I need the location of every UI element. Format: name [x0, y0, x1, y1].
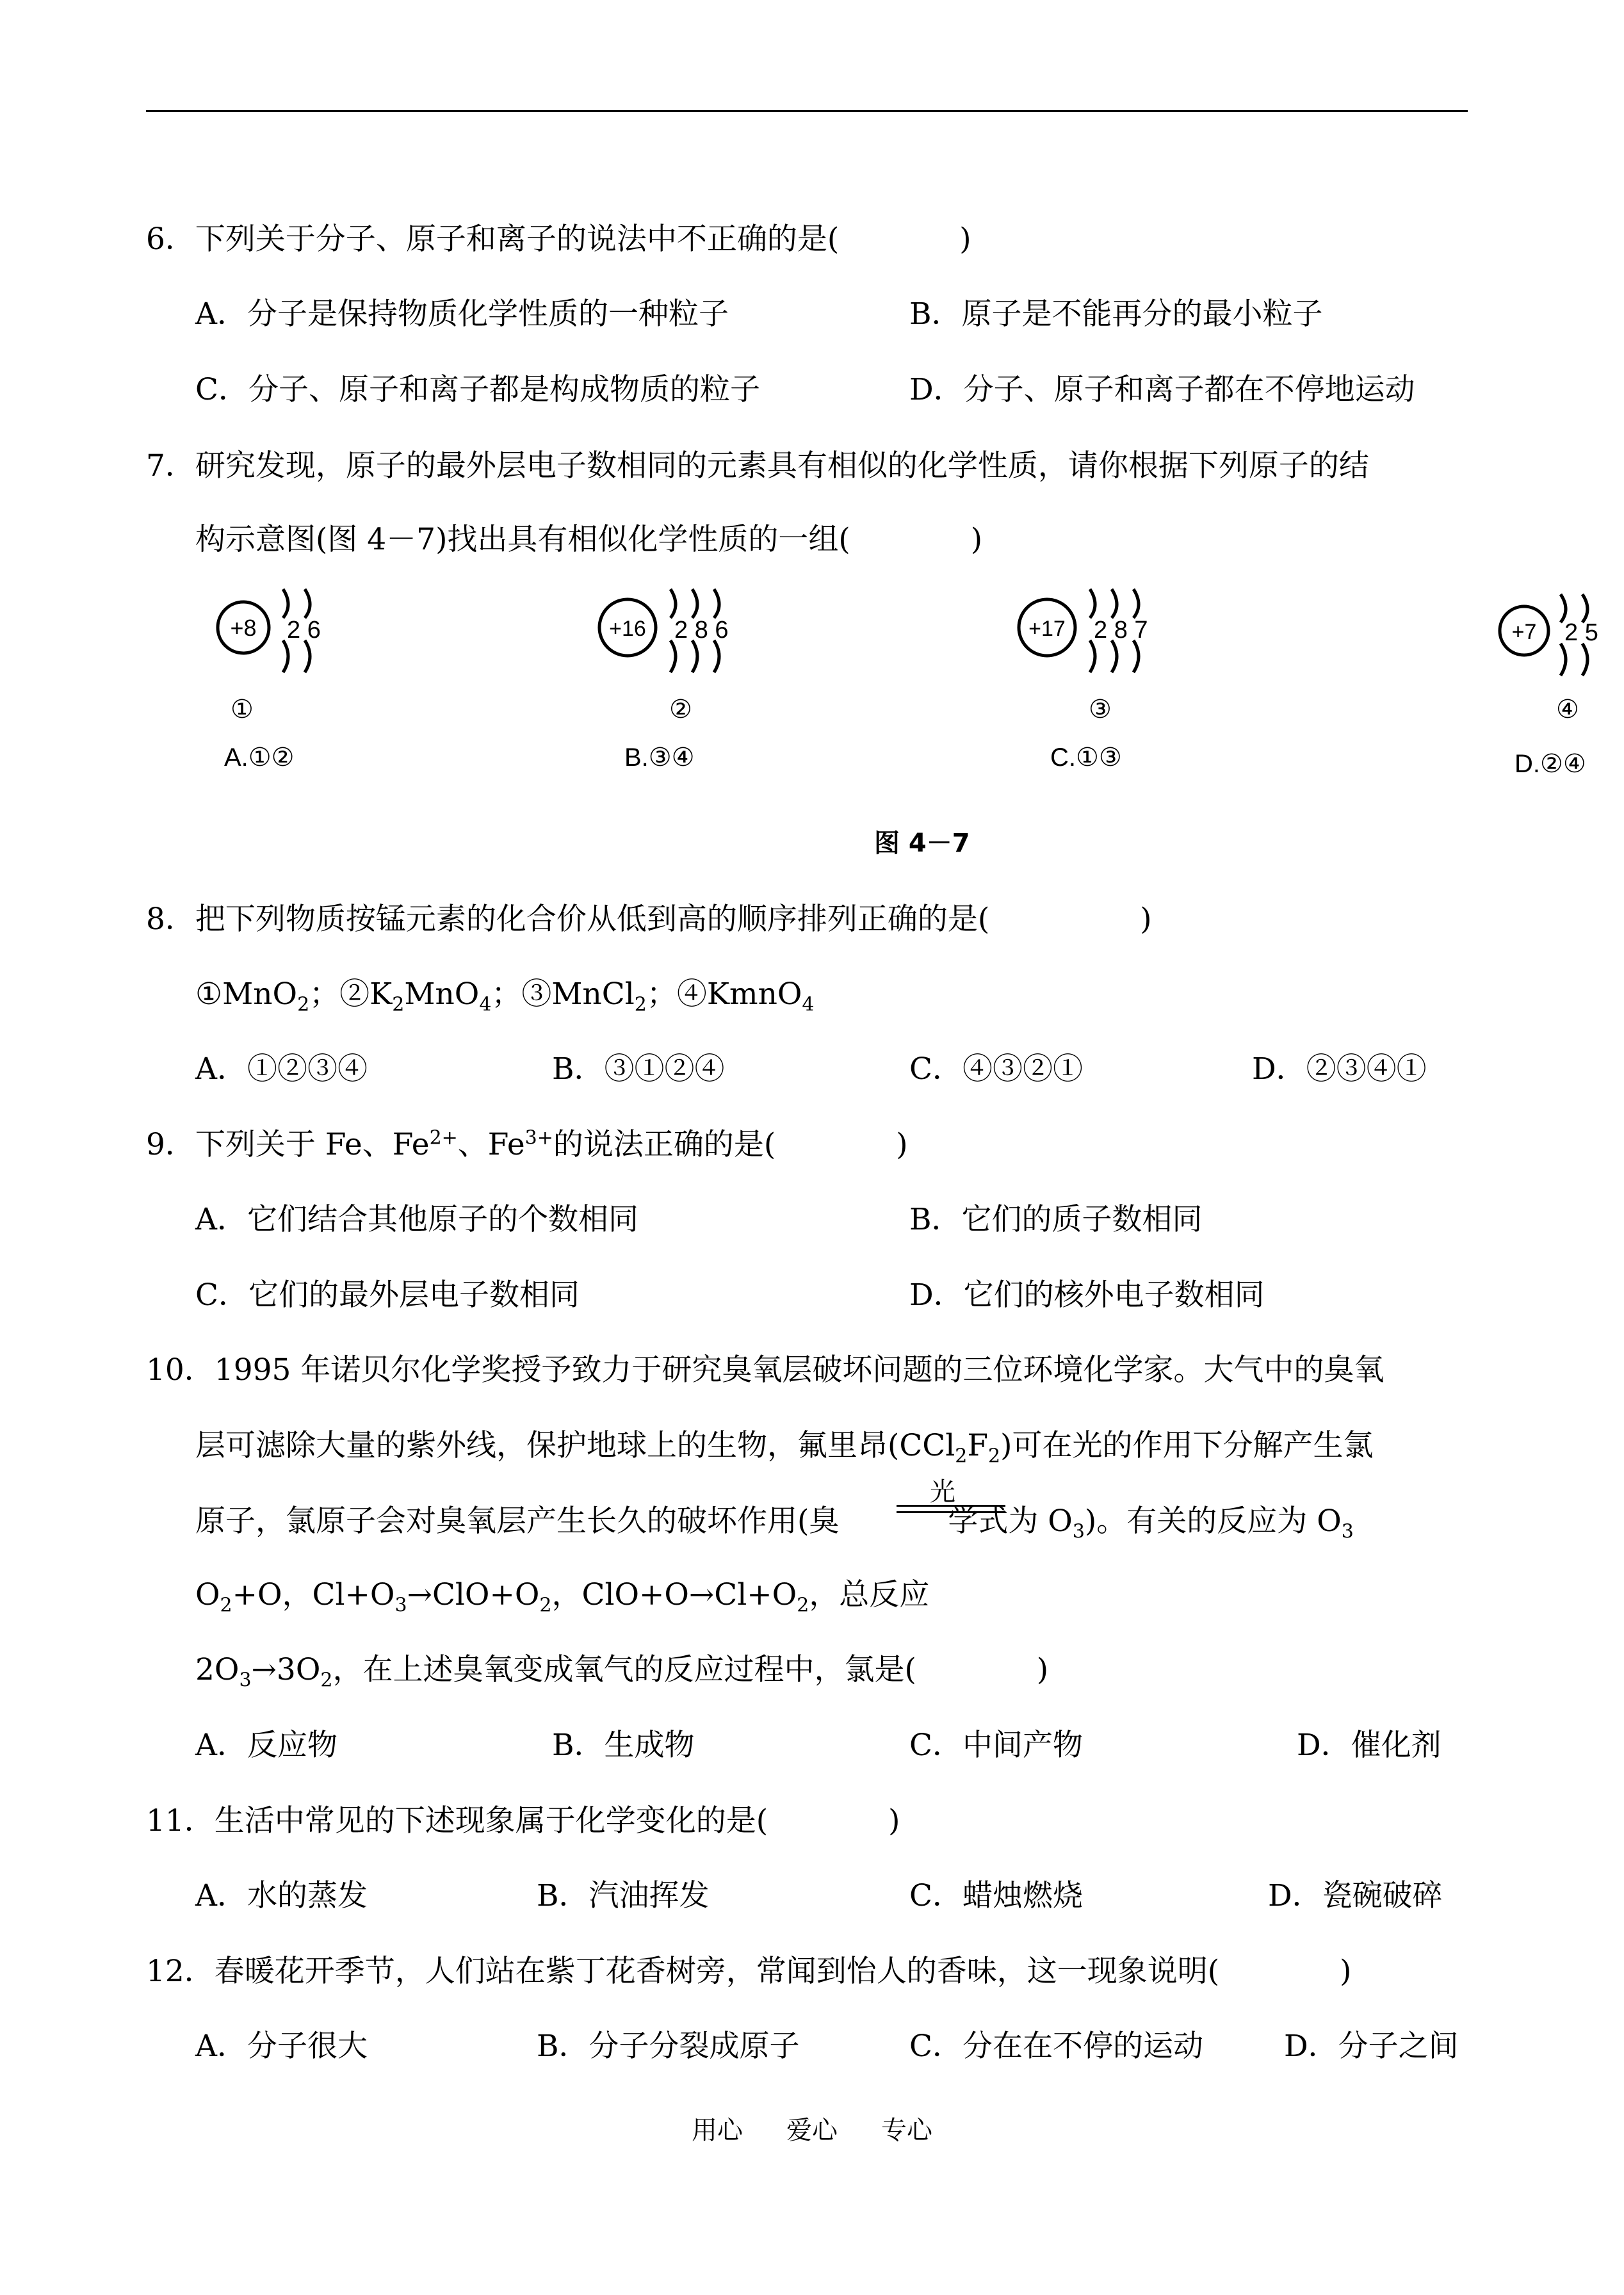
q12-option-d: D．分子之间 [1284, 2029, 1459, 2064]
q10-line2: 层可滤除大量的紫外线，保护地球上的生物，氟里昂$(CCl_2F_2)$可在光的作用下分解产生氯 [195, 1428, 1374, 1468]
q10-option-a: A．反应物 [195, 1728, 337, 1763]
q12-option-c: C．分在在不停的运动 [909, 2029, 1203, 2064]
atom-diagram-4 [1495, 583, 1617, 694]
page-footer [0, 2110, 1624, 2146]
q9-option-c: C．它们的最外层电子数相同 [195, 1277, 580, 1313]
atom-1-shells: 2 6 [287, 617, 321, 644]
light-condition-label: 光 [930, 1477, 955, 1507]
q11-option-b: B．汽油挥发 [537, 1878, 710, 1913]
q10-line4: $O_2+O$，$Cl+O_3\to ClO+O_2$，$ClO+O\to Cl+O_2$，总反应 [195, 1577, 930, 1617]
atom-diagram-1 [211, 576, 365, 688]
atom-2-index: ② [669, 695, 692, 724]
q8-option-a: A．①②③④ [195, 1051, 368, 1087]
q7-stem-line1: 7．研究发现，原子的最外层电子数相同的元素具有相似的化学性质，请你根据下列原子的结 [146, 448, 1369, 483]
q7-option-b: B.③④ [624, 743, 695, 772]
atom-diagram-2 [592, 576, 759, 688]
atom-2-nucleus: +16 [609, 617, 646, 641]
q10-line5: $2O_3\to 3O_2$，在上述臭氧变成氧气的反应过程中，氯是( ) [195, 1652, 1049, 1692]
q12-stem: 12．春暖花开季节，人们站在紫丁花香树旁，常闻到怡人的香味，这一现象说明( ) [146, 1954, 1352, 1989]
q8-stem: 8．把下列物质按锰元素的化合价从低到高的顺序排列正确的是( ) [146, 902, 1152, 937]
footer-text-2: 爱心 [786, 2116, 838, 2145]
q12-option-a: A．分子很大 [195, 2029, 368, 2064]
q10-option-c: C．中间产物 [909, 1728, 1083, 1763]
q8-option-b: B．③①②④ [552, 1051, 725, 1087]
q8-option-d: D．②③④① [1252, 1051, 1427, 1087]
q9-option-b: B．它们的质子数相同 [909, 1202, 1203, 1237]
q6-option-d: D．分子、原子和离子都在不停地运动 [909, 372, 1415, 407]
q7-option-c: C.①③ [1050, 743, 1122, 772]
atom-2-shells: 2 8 6 [674, 617, 729, 644]
q8-compounds: ①MnO$_2$；$②K_2MnO_4$；③MnCl$_2$；④KmnO$_4$ [195, 977, 815, 1016]
q11-option-d: D．瓷碗破碎 [1268, 1878, 1443, 1913]
atom-diagram-3 [1012, 576, 1178, 688]
footer-text-1: 用心 [692, 2116, 743, 2145]
atom-3-shells: 2 8 7 [1094, 617, 1148, 644]
atom-4-index: ④ [1556, 695, 1579, 724]
q8-option-c: C．④③②① [909, 1051, 1083, 1087]
q6-option-a: A．分子是保持物质化学性质的一种粒子 [195, 296, 729, 332]
q12-option-b: B．分子分裂成原子 [537, 2029, 800, 2064]
atom-1-index: ① [231, 695, 254, 724]
q10-line1: 10．1995 年诺贝尔化学奖授予致力于研究臭氧层破坏问题的三位环境化学家。大气中的臭氧 [146, 1352, 1384, 1388]
atom-4-nucleus: +7 [1511, 620, 1537, 644]
footer-text-3: 专心 [881, 2116, 932, 2145]
q9-option-d: D．它们的核外电子数相同 [909, 1277, 1265, 1313]
atom-3-index: ③ [1089, 695, 1112, 724]
q10-line3: 原子，氯原子会对臭氧层产生长久的破坏作用(臭 学式为 $O_3$)。有关的反应为 $O_3$ [195, 1504, 1354, 1543]
atom-1-nucleus: +8 [230, 615, 257, 641]
figure-caption: 图 4－7 [874, 829, 970, 858]
header-rule [146, 110, 1468, 112]
q6-stem: 6．下列关于分子、原子和离子的说法中不正确的是( ) [146, 222, 971, 257]
q11-option-c: C．蜡烛燃烧 [909, 1878, 1083, 1913]
atom-3-nucleus: +17 [1028, 617, 1066, 641]
atom-4-shells: 2 5 [1564, 619, 1598, 646]
q11-option-a: A．水的蒸发 [195, 1878, 368, 1913]
q7-option-a: A.①② [224, 743, 295, 772]
q6-option-b: B．原子是不能再分的最小粒子 [909, 296, 1323, 332]
q6-option-c: C．分子、原子和离子都是构成物质的粒子 [195, 372, 760, 407]
q9-stem: 9．下列关于 Fe、$Fe^{2+}$、$Fe^{3+}$的说法正确的是( ) [146, 1126, 908, 1162]
q10-option-d: D．催化剂 [1297, 1728, 1441, 1763]
q7-option-d: D.②④ [1514, 750, 1586, 778]
q11-stem: 11．生活中常见的下述现象属于化学变化的是( ) [146, 1803, 900, 1838]
q7-stem-line2: 构示意图(图 4－7)找出具有相似化学性质的一组( ) [195, 522, 983, 557]
q9-option-a: A．它们结合其他原子的个数相同 [195, 1202, 638, 1237]
q10-option-b: B．生成物 [552, 1728, 695, 1763]
